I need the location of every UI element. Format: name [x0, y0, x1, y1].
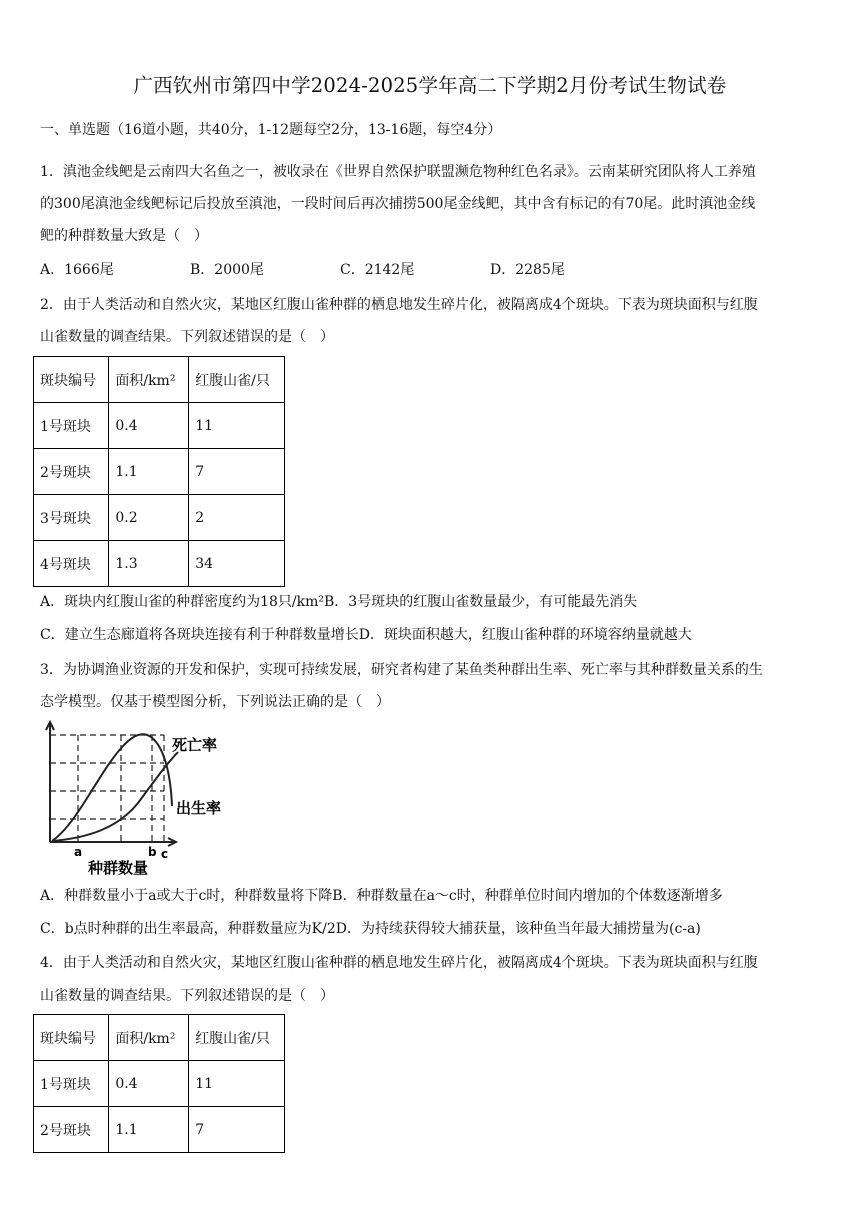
population-model-graph: [38, 718, 228, 880]
q4-line-2: 山雀数量的调查结果。下列叙述错误的是（ ）: [40, 988, 334, 1004]
table-row: [34, 495, 285, 541]
table-cell: 0.2: [109, 495, 189, 541]
table-cell: 1.1: [109, 1107, 189, 1153]
table-cell: 1.3: [109, 541, 189, 587]
q3-line-1: 3．为协调渔业资源的开发和保护，实现可持续发展，研究者构建了某鱼类种群出生率、死亡率与其种群数量关系的生: [40, 662, 763, 678]
q1-option-d[interactable]: D．2285尾: [490, 262, 565, 278]
q2-table: [33, 356, 285, 587]
table-row: [34, 449, 285, 495]
tick-c: c: [161, 847, 169, 861]
q1-option-c[interactable]: C．2142尾: [340, 262, 415, 278]
death-rate-label: 死亡率: [172, 736, 218, 754]
table-header-cell: 面积/km²: [109, 357, 189, 403]
tick-a: a: [74, 845, 83, 859]
section-heading: 一、单选题（16道小题，共40分，1-12题每空2分，13-16题，每空4分）: [40, 122, 502, 138]
death-rate-curve: [52, 752, 178, 841]
table-row: [34, 1107, 285, 1153]
table-row: [34, 541, 285, 587]
page-title: 广西钦州市第四中学2024-2025学年高二下学期2月份考试生物试卷: [133, 74, 727, 97]
table-header-row: [34, 1015, 285, 1061]
table-header-cell: 斑块编号: [34, 357, 109, 403]
q1-line-1: 1．滇池金线鲃是云南四大名鱼之一，被收录在《世界自然保护联盟濒危物种红色名录》。云南某研究团队将人工养殖: [40, 164, 756, 180]
q4-table: [33, 1014, 285, 1153]
table-cell: 2: [189, 495, 285, 541]
q2-line-1: 2．由于人类活动和自然火灾，某地区红腹山雀种群的栖息地发生碎片化，被隔离成4个斑块。下表为斑块面积与红腹: [40, 297, 758, 313]
q4-line-1: 4．由于人类活动和自然火灾，某地区红腹山雀种群的栖息地发生碎片化，被隔离成4个斑块。下表为斑块面积与红腹: [40, 955, 758, 971]
table-cell: 7: [189, 1107, 285, 1153]
table-row: [34, 1061, 285, 1107]
q1-option-a[interactable]: A．1666尾: [40, 262, 114, 278]
table-cell: 1号斑块: [34, 1061, 109, 1107]
table-cell: 3号斑块: [34, 495, 109, 541]
x-axis-label: 种群数量: [88, 859, 149, 877]
q2-line-2: 山雀数量的调查结果。下列叙述错误的是（ ）: [40, 329, 334, 345]
table-cell: 11: [189, 1061, 285, 1107]
table-cell: 0.4: [109, 1061, 189, 1107]
q3-options-row-2[interactable]: C．b点时种群的出生率最高，种群数量应为K/2D．为持续获得较大捕获量，该种鱼当年最大捕捞量为(c-a): [40, 921, 701, 937]
q2-options-row-2[interactable]: C．建立生态廊道将各斑块连接有利于种群数量增长D．斑块面积越大，红腹山雀种群的环境容纳量就越大: [40, 627, 692, 643]
table-header-cell: 红腹山雀/只: [189, 357, 285, 403]
birth-rate-label: 出生率: [176, 799, 222, 817]
table-cell: 0.4: [109, 403, 189, 449]
q3-options-row-1[interactable]: A．种群数量小于a或大于c时，种群数量将下降B．种群数量在a～c时，种群单位时间内增加的个体数逐渐增多: [40, 888, 723, 904]
q1-option-b[interactable]: B．2000尾: [190, 262, 264, 278]
table-cell: 4号斑块: [34, 541, 109, 587]
table-row: [34, 403, 285, 449]
tick-b: b: [148, 845, 157, 859]
q3-line-2: 态学模型。仅基于模型图分析，下列说法正确的是（ ）: [40, 694, 390, 710]
table-header-row: [34, 357, 285, 403]
table-cell: 2号斑块: [34, 1107, 109, 1153]
table-cell: 34: [189, 541, 285, 587]
table-header-cell: 斑块编号: [34, 1015, 109, 1061]
table-header-cell: 面积/km²: [109, 1015, 189, 1061]
table-cell: 1.1: [109, 449, 189, 495]
q1-line-3: 鲃的种群数量大致是（ ）: [40, 228, 208, 244]
q1-line-2: 的300尾滇池金线鲃标记后投放至滇池，一段时间后再次捕捞500尾金线鲃，其中含有标记的有70尾。此时滇池金线: [40, 196, 756, 212]
q2-options-row-1[interactable]: A．斑块内红腹山雀的种群密度约为18只/km²B．3号斑块的红腹山雀数量最少，有可能最先消失: [40, 594, 638, 610]
table-cell: 1号斑块: [34, 403, 109, 449]
table-cell: 11: [189, 403, 285, 449]
table-cell: 7: [189, 449, 285, 495]
table-cell: 2号斑块: [34, 449, 109, 495]
table-header-cell: 红腹山雀/只: [189, 1015, 285, 1061]
